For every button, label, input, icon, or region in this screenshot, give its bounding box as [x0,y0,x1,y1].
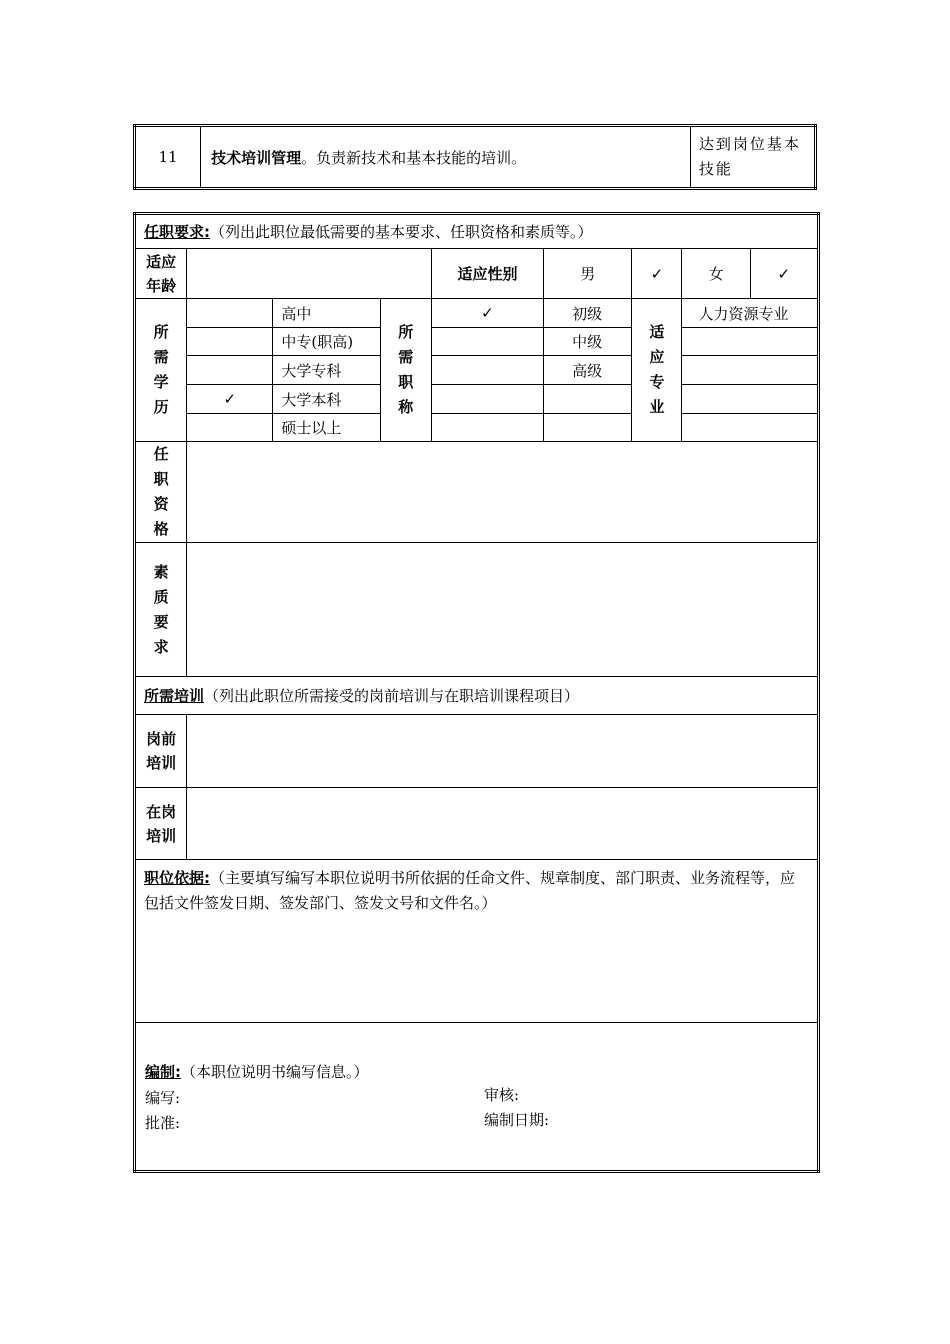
title-check-1 [431,328,543,356]
table-row [135,788,819,860]
duty-title: 技术培训管理 [211,148,302,167]
table-row [135,214,819,249]
table-row [135,1023,819,1172]
basis-note: （主要填写编写本职位说明书所依据的任命文件、规章制度、部门职责、业务流程等，应包括文件签发日期、签发部门、签发文号和文件名。） [144,869,796,912]
education-level-1: 中专(职高) [273,328,380,356]
table-row [135,677,819,715]
title-level-3 [544,385,632,414]
male-check: ✓ [632,249,682,299]
basis-section [135,860,819,1023]
duty-description: 。负责新技术和基本技能的培训。 [301,148,527,167]
on-training-label-text: 在岗培训 [146,802,177,845]
major-1 [682,328,819,356]
requirements-header [135,214,819,249]
title-check-3 [431,385,543,414]
education-level-0: 高中 [273,299,380,328]
female-check: ✓ [750,249,818,299]
writer-label: 编写: [145,1089,181,1107]
title-check-2 [431,356,543,385]
training-header [135,677,819,715]
pre-training-label [135,715,187,788]
education-check-0 [187,299,273,328]
table-row [135,328,819,356]
female-label: 女 [682,249,750,299]
quality-content [187,543,819,677]
title-level-4 [544,414,632,442]
table-row [135,356,819,385]
gender-label: 适应性别 [431,249,543,299]
male-label: 男 [544,249,632,299]
table-row [135,715,819,788]
training-title: 所需培训 [144,687,205,705]
table-row [135,299,819,328]
education-check-2 [187,356,273,385]
requirements-table [133,212,820,1173]
requirements-title: 任职要求: [144,223,210,241]
education-check-4 [187,414,273,442]
compile-note: （本职位说明书编写信息。） [181,1063,369,1081]
pre-training-content [187,715,819,788]
education-check-3: ✓ [187,385,273,414]
age-label [135,249,187,299]
major-2 [682,356,819,385]
training-note: （列出此职位所需接受的岗前培训与在职培训课程项目） [204,687,580,705]
table-row [135,860,819,1023]
education-level-2: 大学专科 [273,356,380,385]
pre-training-label-text: 岗前培训 [146,730,177,772]
duty-standard-text: 达到岗位基本技能 [698,135,801,178]
title-level-2: 高级 [544,356,632,385]
date-label: 编制日期: [484,1111,550,1129]
basis-title: 职位依据: [144,869,210,887]
compile-header [145,1061,369,1082]
age-label-text: 适应年龄 [146,252,177,295]
duty-number: 11 [135,126,201,189]
approver-label: 批准: [145,1114,181,1132]
compile-section [135,1023,819,1172]
table-row [135,126,816,189]
quality-label: 素 质 要 求 [135,543,187,677]
education-level-3: 大学本科 [273,385,380,414]
on-training-label [135,788,187,860]
title-label: 所 需 职 称 [380,299,431,442]
table-row [135,442,819,543]
duty-description-cell [201,126,691,189]
education-check-1 [187,328,273,356]
requirements-note: （列出此职位最低需要的基本要求、任职资格和素质等。） [210,223,593,241]
major-label: 适 应 专 业 [632,299,682,442]
education-label: 所 需 学 历 [135,299,187,442]
major-0: 人力资源专业 [682,299,819,328]
table-row [135,385,819,414]
title-check-0: ✓ [431,299,543,328]
qualification-content [187,442,819,543]
table-row [135,249,819,299]
duty-table [133,124,817,190]
table-row [135,414,819,442]
major-3 [682,385,819,414]
table-row [135,543,819,677]
compile-title: 编制: [145,1063,181,1081]
reviewer-label: 审核: [484,1086,520,1104]
major-4 [682,414,819,442]
title-level-0: 初级 [544,299,632,328]
title-check-4 [431,414,543,442]
qualification-label: 任 职 资 格 [135,442,187,543]
on-training-content [187,788,819,860]
title-level-1: 中级 [544,328,632,356]
age-value [187,249,432,299]
education-level-4: 硕士以上 [273,414,380,442]
duty-standard [690,126,815,189]
